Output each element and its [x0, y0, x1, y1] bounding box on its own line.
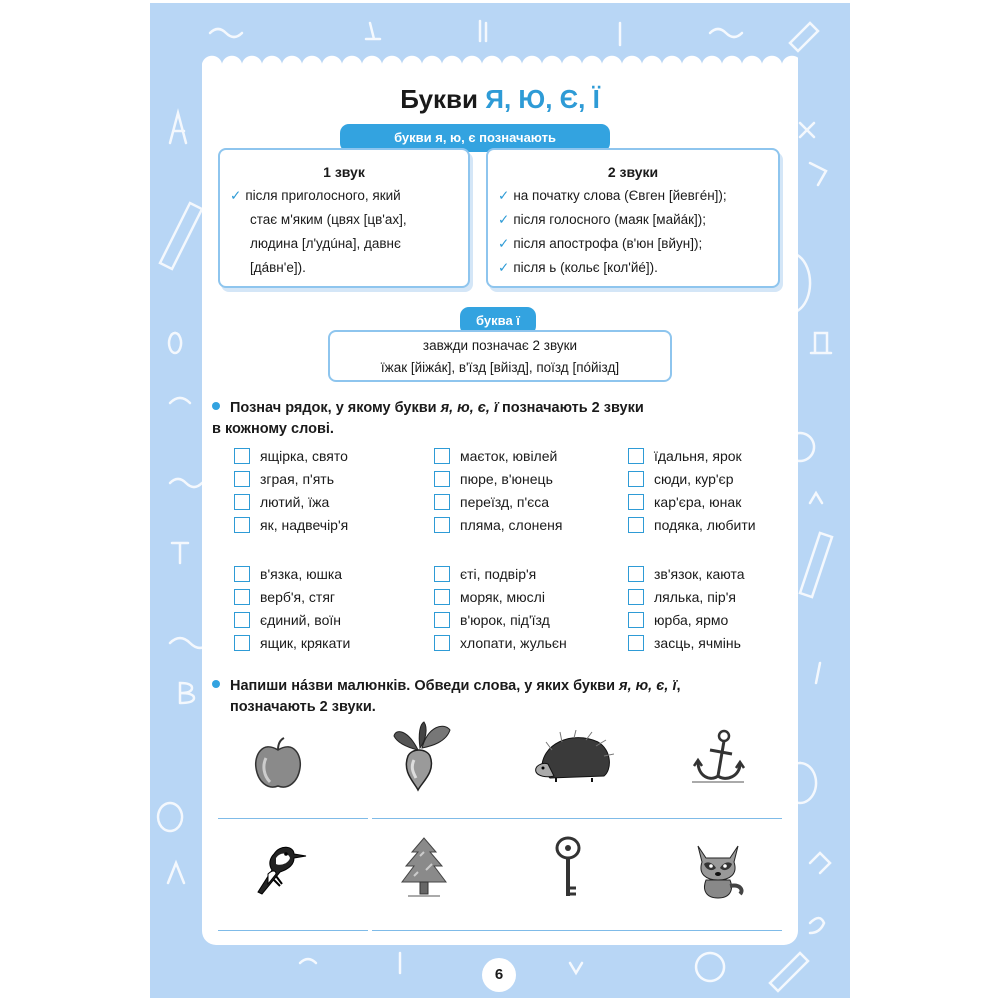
option-checkbox[interactable]: [434, 635, 450, 651]
option-checkbox[interactable]: [434, 471, 450, 487]
option-label: в'язка, юшка: [260, 566, 343, 582]
option-label: лютий, їжа: [260, 494, 330, 510]
one-sound-line-1: після приголосного, який: [245, 188, 401, 203]
option-label: пляма, слоненя: [460, 517, 563, 533]
option-label: зв'язок, каюта: [654, 566, 745, 582]
option-checkbox[interactable]: [234, 589, 250, 605]
task2-text-a: Напиши нáзви малюнків. Обведи слова, у яких букви: [230, 678, 620, 694]
check-icon: ✓: [498, 212, 510, 227]
option-checkbox[interactable]: [434, 589, 450, 605]
option-label: засць, ячмінь: [654, 635, 741, 651]
check-icon: ✓: [498, 188, 510, 203]
option-label: в'юрок, під'їзд: [460, 612, 550, 628]
option-row[interactable]: [234, 446, 348, 468]
option-label: ящірка, свято: [260, 448, 348, 464]
page-title: [0, 84, 1000, 115]
check-icon: ✓: [498, 236, 510, 251]
option-row[interactable]: [434, 492, 549, 514]
option-label: переїзд, п'єса: [460, 494, 550, 510]
two-sounds-heading: 2 звуки: [607, 164, 659, 180]
option-checkbox[interactable]: [234, 566, 250, 582]
letter-yi-box: [328, 330, 672, 382]
answer-line-1[interactable]: [218, 818, 368, 819]
answer-line-2[interactable]: [372, 818, 522, 819]
option-row[interactable]: [628, 610, 728, 632]
check-icon: ✓: [230, 188, 242, 203]
beet-icon: [388, 720, 458, 792]
option-checkbox[interactable]: [434, 566, 450, 582]
option-label: зграя, п'ять: [260, 471, 334, 487]
title-prefix: Букви: [400, 84, 486, 114]
yi-examples: їжак [йіжáк], в'їзд [вйізд], поїзд [пóйізд]: [380, 360, 620, 375]
option-checkbox[interactable]: [628, 566, 644, 582]
answer-line-5[interactable]: [218, 930, 368, 931]
option-row[interactable]: [434, 633, 567, 655]
section2-pill: буква ї: [460, 307, 536, 335]
answer-line-4[interactable]: [632, 818, 782, 819]
option-label: маєток, ювілей: [460, 448, 558, 464]
option-label: хлопати, жульєн: [460, 635, 567, 651]
task1-instruction: [212, 398, 772, 440]
option-row[interactable]: [628, 587, 736, 609]
two-sounds-item-1: на початку слова (Євген [йевгéн]);: [513, 188, 727, 203]
option-checkbox[interactable]: [628, 612, 644, 628]
option-checkbox[interactable]: [628, 635, 644, 651]
option-checkbox[interactable]: [234, 494, 250, 510]
two-sounds-item-4: після ь (кольє [кол'йé]).: [513, 260, 658, 275]
two-sounds-item-2: після голосного (маяк [майáк]);: [513, 212, 707, 227]
option-row[interactable]: [434, 446, 557, 468]
bullet-icon: [212, 680, 220, 688]
option-row[interactable]: [434, 610, 550, 632]
option-row[interactable]: [628, 564, 745, 586]
one-sound-line-4: [дáвн'е]).: [250, 260, 306, 275]
option-label: сюди, кур'єр: [654, 471, 734, 487]
option-row[interactable]: [234, 492, 329, 514]
option-row[interactable]: [628, 446, 742, 468]
anchor-icon: [690, 728, 746, 788]
bullet-icon: [212, 402, 220, 410]
option-row[interactable]: [434, 469, 553, 491]
option-checkbox[interactable]: [628, 471, 644, 487]
option-row[interactable]: [234, 469, 334, 491]
option-row[interactable]: [628, 492, 741, 514]
option-label: пюре, в'юнець: [460, 471, 553, 487]
option-label: юрба, ярмо: [654, 612, 729, 628]
section1-pill: букви я, ю, є позначають: [340, 124, 610, 152]
option-label: лялька, пір'я: [654, 589, 736, 605]
woodpecker-icon: [246, 840, 308, 900]
option-checkbox[interactable]: [628, 517, 644, 533]
one-sound-heading: 1 звук: [323, 164, 365, 180]
option-row[interactable]: [434, 515, 562, 537]
option-checkbox[interactable]: [434, 494, 450, 510]
one-sound-line-3: людина [л'удúна], давнє: [250, 236, 401, 251]
option-checkbox[interactable]: [628, 589, 644, 605]
option-label: їдальня, ярок: [654, 448, 742, 464]
option-checkbox[interactable]: [234, 471, 250, 487]
option-label: подяка, любити: [654, 517, 756, 533]
option-label: ящик, крякати: [260, 635, 351, 651]
answer-line-8[interactable]: [632, 930, 782, 931]
page-number: 6: [482, 958, 516, 992]
task1-letters: я, ю, є, ї: [440, 400, 499, 416]
option-checkbox[interactable]: [628, 494, 644, 510]
option-row[interactable]: [234, 633, 350, 655]
key-icon: [548, 836, 588, 906]
one-sound-line-2: стає м'яким (цвях [цв'ах],: [250, 212, 407, 227]
option-label: єті, подвір'я: [460, 566, 537, 582]
two-sounds-item-3: після апострофа (в'юн [вйун]);: [513, 236, 703, 251]
option-label: єдиний, воїн: [260, 612, 341, 628]
option-checkbox[interactable]: [234, 448, 250, 464]
option-checkbox[interactable]: [434, 448, 450, 464]
answer-line-6[interactable]: [372, 930, 522, 931]
option-row[interactable]: [234, 564, 342, 586]
task2-text-b: позначають 2 звуки.: [230, 699, 376, 715]
option-checkbox[interactable]: [434, 612, 450, 628]
option-label: верб'я, стяг: [260, 589, 336, 605]
task2-letters: я, ю, є, ї: [619, 678, 677, 694]
option-label: як, надвечір'я: [260, 517, 349, 533]
two-sounds-box: [486, 148, 780, 288]
option-row[interactable]: [234, 610, 341, 632]
yi-rule: завжди позначає 2 звуки: [422, 338, 578, 353]
title-letters: Я, Ю, Є, Ї: [485, 84, 600, 114]
one-sound-box: [218, 148, 470, 288]
option-checkbox[interactable]: [628, 448, 644, 464]
option-label: кар'єра, юнак: [654, 494, 742, 510]
option-row[interactable]: [628, 633, 741, 655]
option-row[interactable]: [434, 587, 545, 609]
option-checkbox[interactable]: [434, 517, 450, 533]
option-row[interactable]: [234, 515, 348, 537]
option-checkbox[interactable]: [234, 612, 250, 628]
option-row[interactable]: [628, 515, 756, 537]
raccoon-icon: [690, 838, 746, 900]
option-row[interactable]: [234, 587, 335, 609]
option-checkbox[interactable]: [234, 517, 250, 533]
task1-text-a: Познач рядок, у якому букви: [230, 400, 441, 416]
hedgehog-icon: [532, 730, 614, 784]
task2-instruction: Напиши нáзви малюнків. Обведи слова, у яких букви я, ю, є, ї, позначають 2 звуки.: [212, 676, 772, 718]
check-icon: ✓: [498, 260, 510, 275]
task1-text-c: в кожному слові.: [212, 421, 334, 437]
option-checkbox[interactable]: [234, 635, 250, 651]
option-row[interactable]: [434, 564, 536, 586]
apple-icon: [252, 736, 304, 792]
task1-text-b: позначають 2 звуки: [498, 400, 644, 416]
option-row[interactable]: [628, 469, 733, 491]
fir-tree-icon: [398, 836, 450, 900]
option-label: моряк, мюслі: [460, 589, 545, 605]
